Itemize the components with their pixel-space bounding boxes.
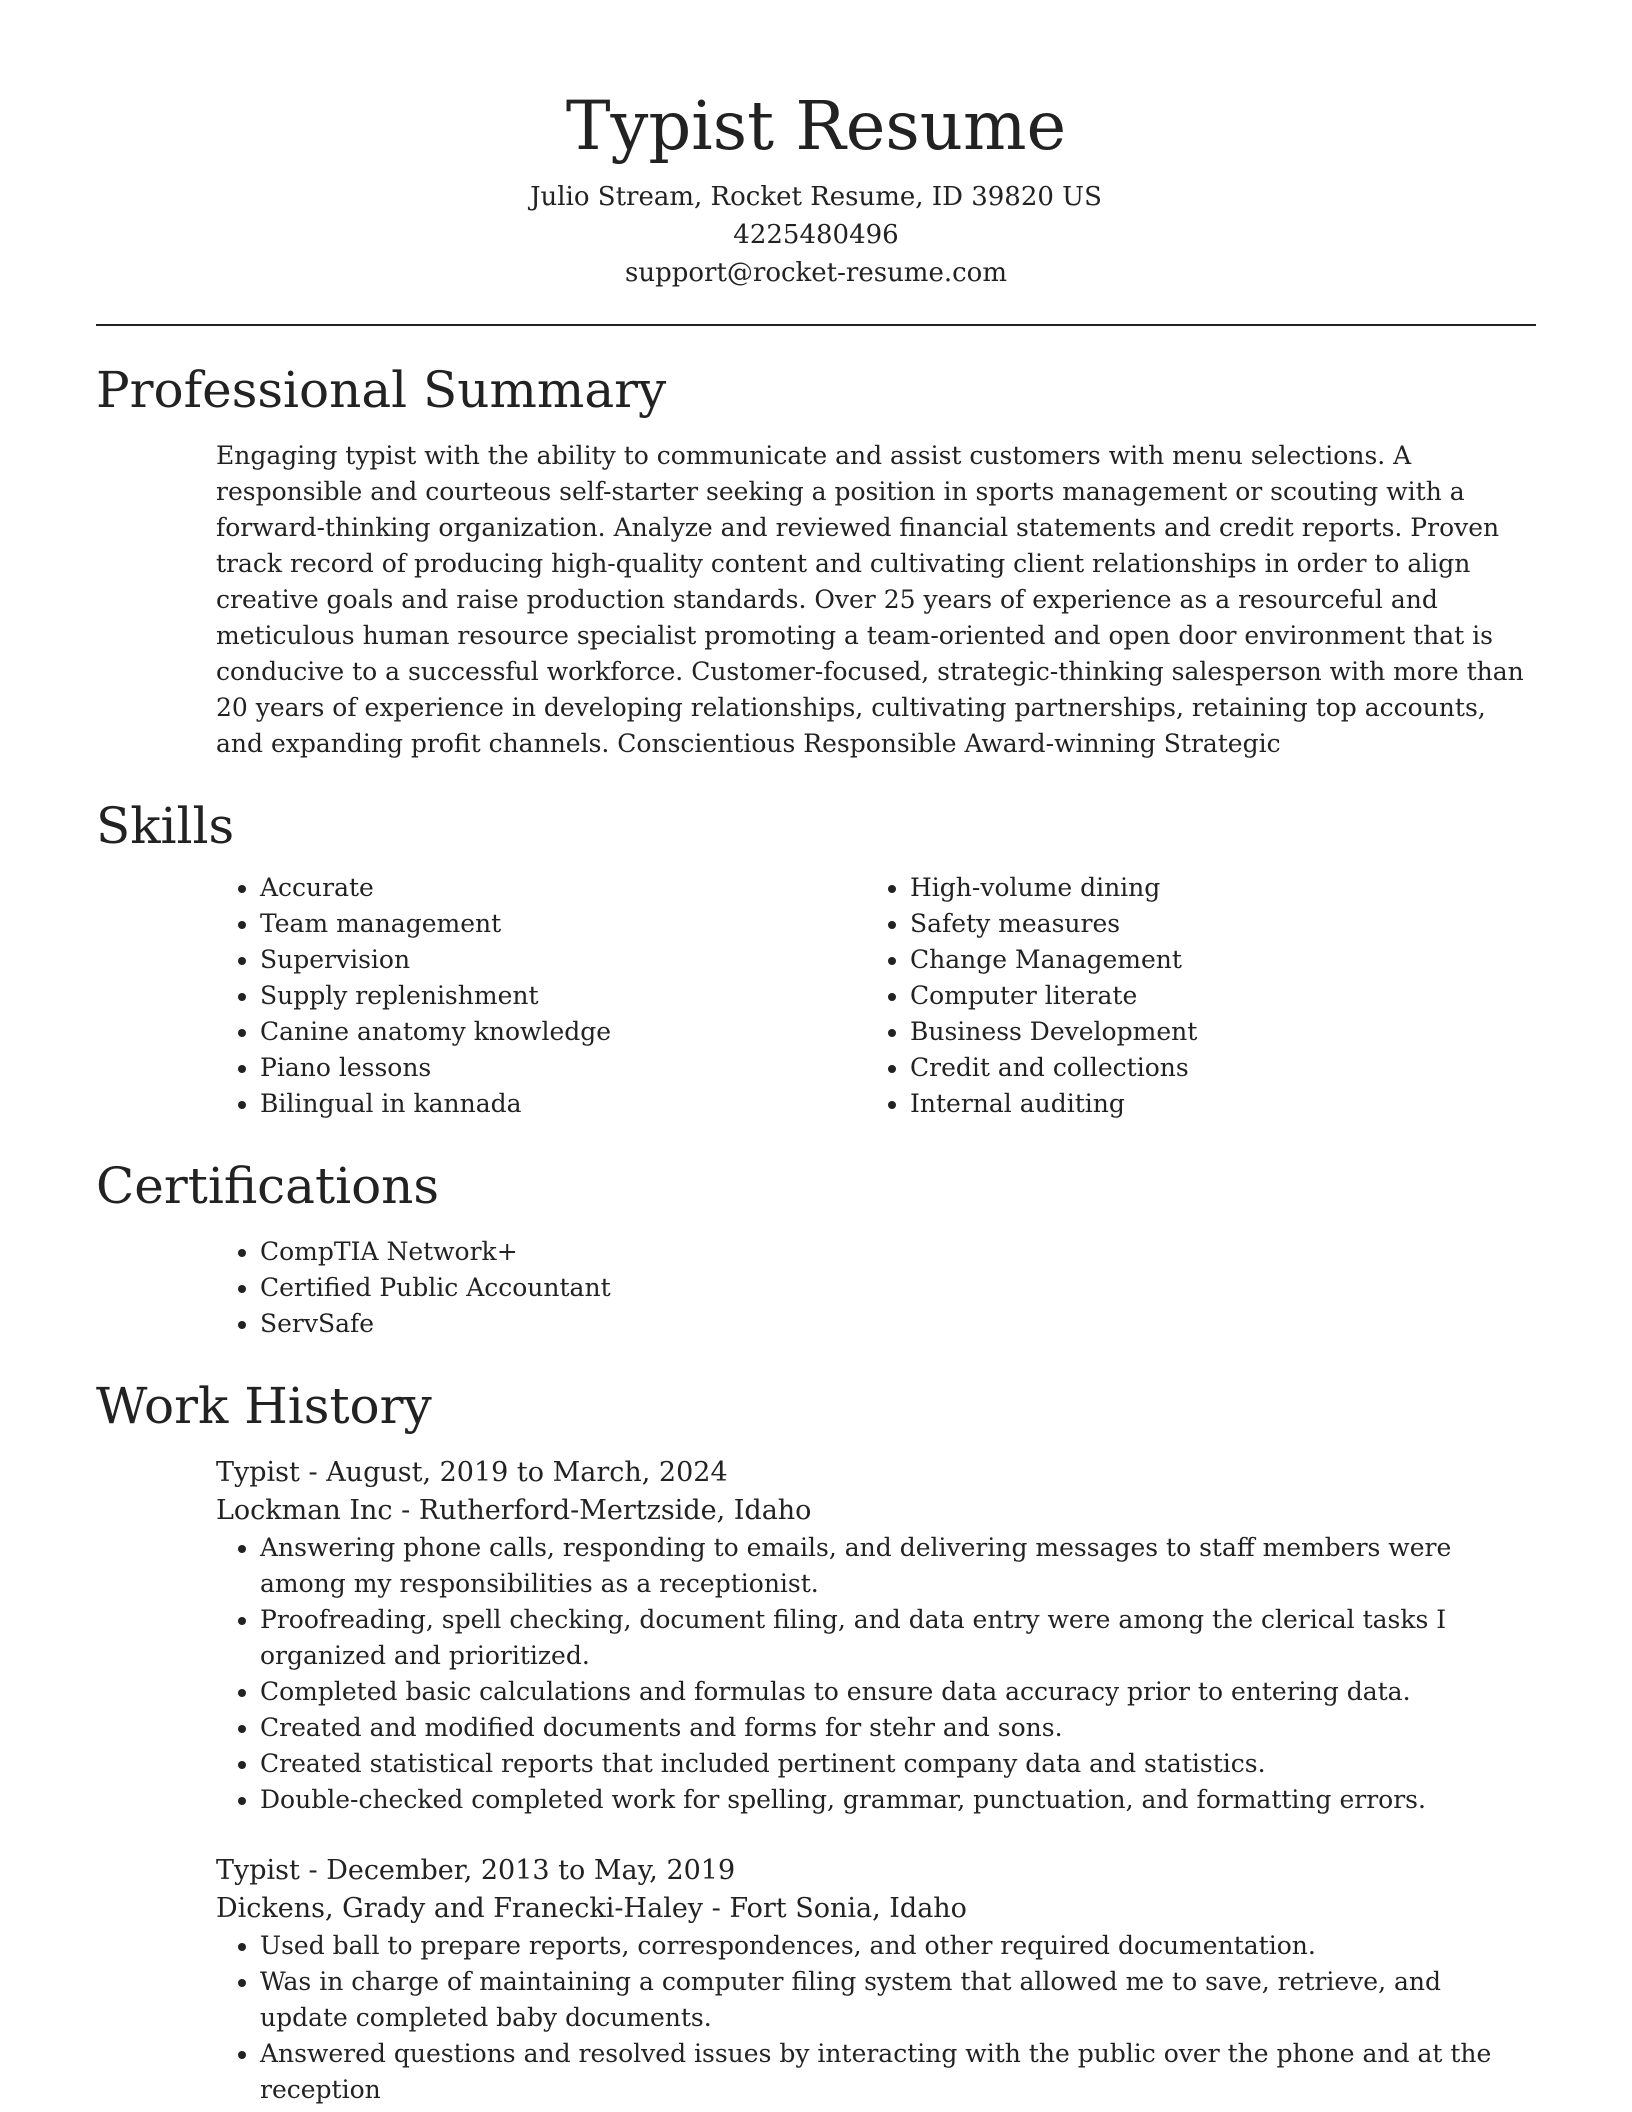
contact-phone: 4225480496	[733, 220, 899, 250]
job-duties-list	[216, 1530, 1536, 1818]
contact-address: Julio Stream, Rocket Resume, ID 39820 US	[530, 182, 1102, 212]
job-entry	[216, 1852, 1536, 2108]
certifications-heading: Certifications	[96, 1157, 440, 1215]
contact-block	[96, 178, 1536, 292]
skills-grid	[216, 870, 1536, 1122]
job-duty: • Double-checked completed work for spelling, grammar, punctuation, and formatting errors.	[260, 1782, 1536, 1818]
job-duty: • Was in charge of maintaining a computer filing system that allowed me to save, retrieve, and update completed baby documents.	[260, 1964, 1536, 2036]
resume-title: Typist Resume	[565, 87, 1067, 165]
job-company: Dickens, Grady and Franecki-Haley	[216, 1893, 704, 1924]
skill-item: • Computer literate	[910, 978, 1516, 1014]
job-company-line	[216, 1492, 1536, 1530]
job-duty: • Created statistical reports that included pertinent company data and statistics.	[260, 1746, 1536, 1782]
job-duty: • Answered questions and resolved issues by interacting with the public over the phone and at the reception	[260, 2036, 1536, 2108]
job-duty: • Proofreading, spell checking, document filing, and data entry were among the clerical tasks I organized and prioritized.	[260, 1602, 1536, 1674]
skill-item: • High-volume dining	[910, 870, 1516, 906]
summary-section	[96, 360, 1536, 762]
job-duties-list	[216, 1928, 1536, 2108]
skill-item: • Business Development	[910, 1014, 1516, 1050]
job-company-line	[216, 1890, 1536, 1928]
job-company: Lockman Inc	[216, 1495, 393, 1526]
skills-list-left	[216, 870, 866, 1122]
contact-email: support@rocket-resume.com	[624, 258, 1007, 288]
job-duty: • Answering phone calls, responding to emails, and delivering messages to staff members were among my responsibilities as a receptionist.	[260, 1530, 1536, 1602]
skills-section	[96, 796, 1536, 1122]
certifications-list	[216, 1234, 1536, 1342]
job-separator: -	[392, 1495, 419, 1526]
certifications-section	[96, 1156, 1536, 1342]
work-history-section	[96, 1376, 1536, 2108]
header-divider	[96, 324, 1536, 326]
certification-item: • ServSafe	[260, 1306, 1536, 1342]
job-duty: • Completed basic calculations and formulas to ensure data accuracy prior to entering data.	[260, 1674, 1536, 1710]
skill-item: • Supervision	[260, 942, 866, 978]
skills-column-left	[216, 870, 866, 1122]
work-history-heading: Work History	[96, 1377, 432, 1435]
job-dates: August, 2019 to March, 2024	[326, 1457, 728, 1488]
skill-item: • Accurate	[260, 870, 866, 906]
skill-item: • Canine anatomy knowledge	[260, 1014, 866, 1050]
resume-page	[96, 0, 1536, 2108]
skill-item: • Bilingual in kannada	[260, 1086, 866, 1122]
certification-item: • CompTIA Network+	[260, 1234, 1536, 1270]
job-title: Typist	[216, 1457, 300, 1488]
job-separator: -	[703, 1893, 730, 1924]
skills-column-right	[866, 870, 1516, 1122]
skill-item: • Piano lessons	[260, 1050, 866, 1086]
certification-item: • Certified Public Accountant	[260, 1270, 1536, 1306]
job-separator: -	[299, 1457, 327, 1488]
job-title: Typist	[216, 1855, 300, 1886]
job-dates: December, 2013 to May, 2019	[326, 1855, 736, 1886]
skill-item: • Team management	[260, 906, 866, 942]
skill-item: • Credit and collections	[910, 1050, 1516, 1086]
job-location: Rutherford-Mertzside, Idaho	[418, 1495, 812, 1526]
skill-item: • Change Management	[910, 942, 1516, 978]
summary-text: Engaging typist with the ability to communicate and assist customers with menu selections. A responsible and courteous self-starter seeking a position in sports management or scouting with a forward-thinking organization. Analyze and reviewed financial statements and credit reports. Proven track record of producing high-quality content and cultivating client relationships in order to align creative goals and raise production standards. Over 25 years of experience as a resourceful and meticulous human resource specialist promoting a team-oriented and open door environment that is conducive to a successful workforce. Customer-focused, strategic-thinking salesperson with more than 20 years of experience in developing relationships, cultivating partnerships, retaining top accounts, and expanding profit channels. Conscientious Responsible Award-winning Strategic	[216, 441, 1524, 758]
resume-header	[96, 0, 1536, 292]
job-separator: -	[299, 1855, 327, 1886]
job-title-line	[216, 1852, 1536, 1890]
job-duty: • Created and modified documents and forms for stehr and sons.	[260, 1710, 1536, 1746]
summary-heading: Professional Summary	[96, 361, 667, 419]
skills-list-right	[866, 870, 1516, 1122]
skill-item: • Internal auditing	[910, 1086, 1516, 1122]
job-entry	[216, 1454, 1536, 1818]
skill-item: • Supply replenishment	[260, 978, 866, 1014]
skill-item: • Safety measures	[910, 906, 1516, 942]
certifications-body	[216, 1234, 1536, 1342]
job-duty: • Used ball to prepare reports, correspondences, and other required documentation.	[260, 1928, 1536, 1964]
job-location: Fort Sonia, Idaho	[729, 1893, 967, 1924]
job-title-line	[216, 1454, 1536, 1492]
skills-heading: Skills	[96, 797, 235, 855]
